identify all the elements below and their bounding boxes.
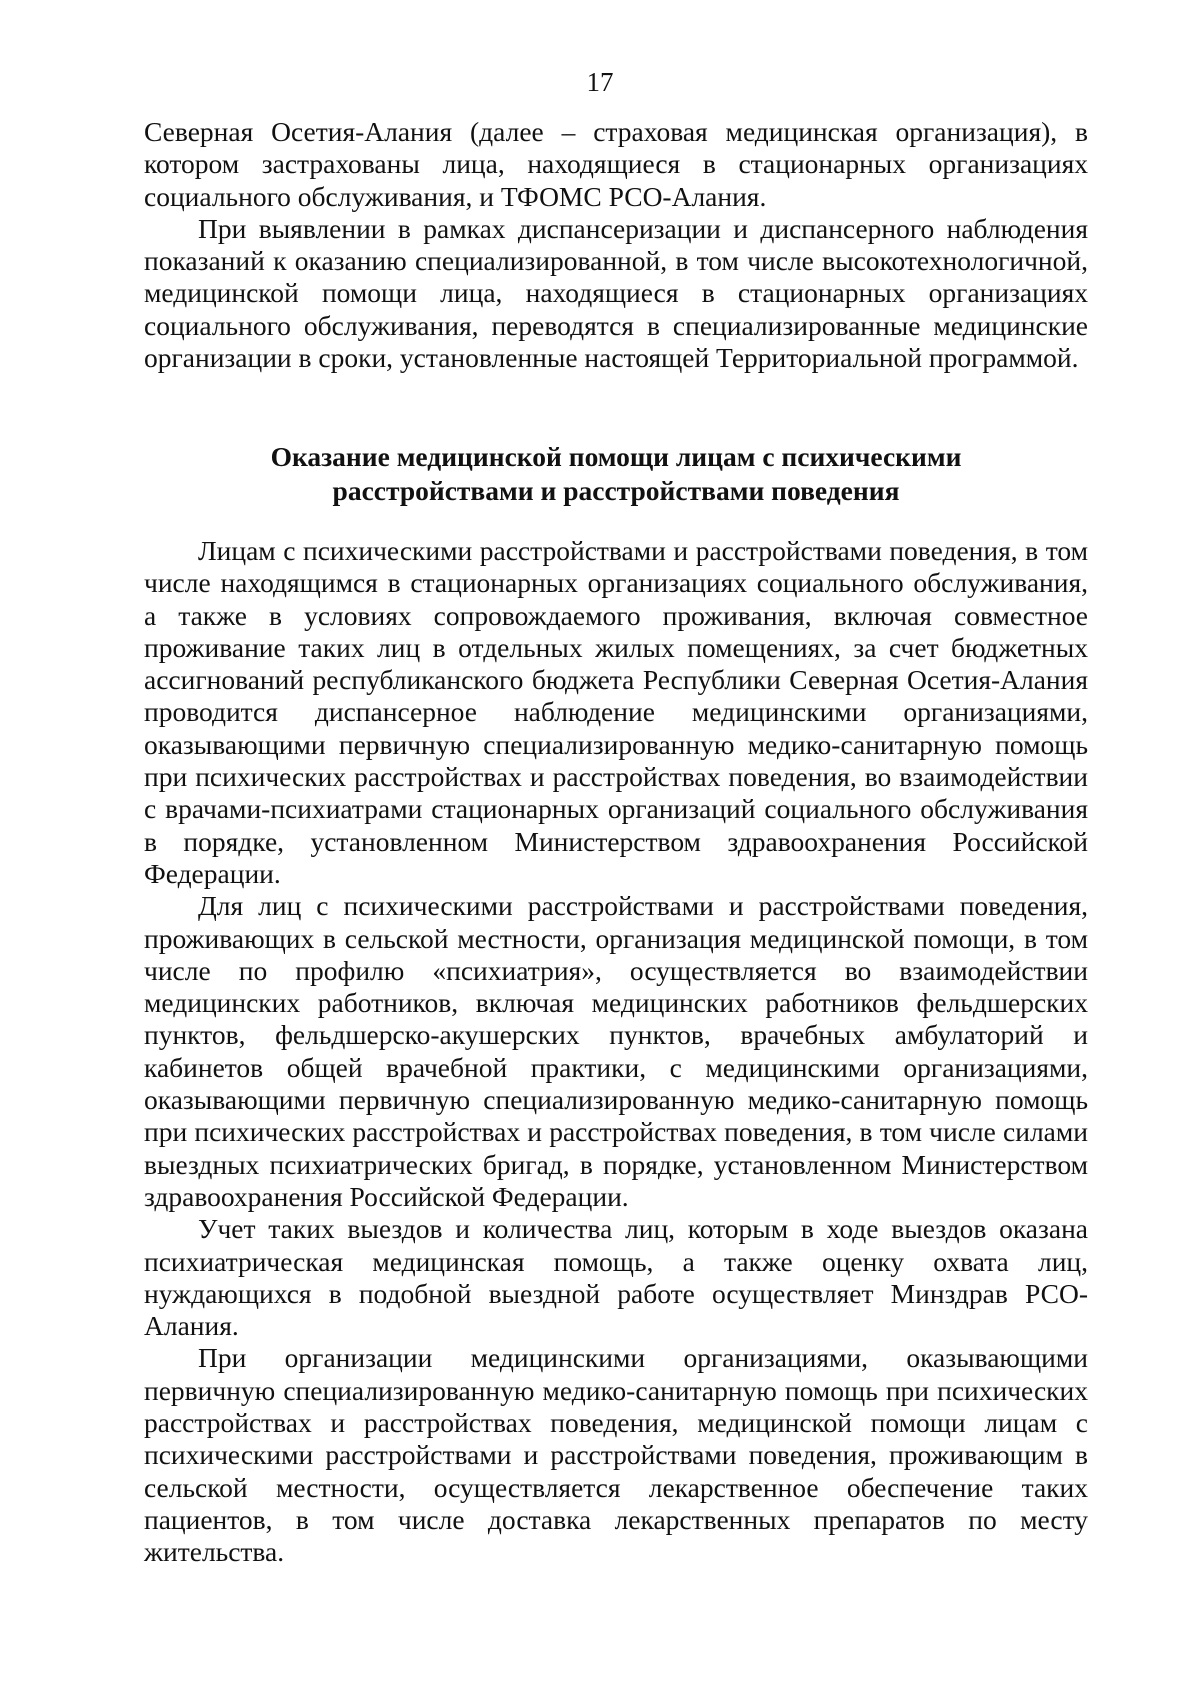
- section-body: [144, 535, 1088, 1569]
- body-paragraph-3: Учет таких выездов и количества лиц, которым в ходе выездов оказана психиатрическая медицинская помощь, а также оценку охвата лиц, нуждающихся в подобной выездной работе осуществляет Минздрав РСО-Алания.: [144, 1213, 1088, 1342]
- body-paragraph-1: Лицам с психическими расстройствами и расстройствами поведения, в том числе находящимся в стационарных организациях социального обслуживания, а также в условиях сопровождаемого проживания, включая совместное проживание таких лиц в отдельных жилых помещениях, за счет бюджетных ассигнований республиканского бюджета Республики Северная Осетия-Алания проводится диспансерное наблюдение медицинскими организациями, оказывающими первичную специализированную медико-санитарную помощь при психических расстройствах и расстройствах поведения, во взаимодействии с врачами-психиатрами стационарных организаций социального обслуживания в порядке, установленном Министерством здравоохранения Российской Федерации.: [144, 535, 1088, 889]
- intro-paragraph: При выявлении в рамках диспансеризации и диспансерного наблюдения показаний к оказанию специализированной, в том числе высокотехнологичной, медицинской помощи лица, находящиеся в стационарных организациях социального обслуживания, переводятся в специализированные медицинские организации в сроки, установленные настоящей Территориальной программой.: [144, 212, 1088, 374]
- intro-text: [144, 116, 1088, 374]
- body-paragraph-4: При организации медицинскими организациями, оказывающими первичную специализированную медико-санитарную помощь при психических расстройствах и расстройствах поведения, медицинской помощи лицам с психическими расстройствами и расстройствами поведения, проживающим в сельской местности, осуществляется лекарственное обеспечение таких пациентов, в том числе доставка лекарственных препаратов по месту жительства.: [144, 1342, 1088, 1568]
- intro-paragraph-continued: Северная Осетия-Алания (далее – страховая медицинская организация), в котором застрахованы лица, находящиеся в стационарных организациях социального обслуживания, и ТФОМС РСО-Алания.: [144, 116, 1088, 212]
- section-heading: [144, 440, 1088, 508]
- page-number: 17: [586, 67, 614, 97]
- section-heading-line-1: Оказание медицинской помощи лицам с психическими: [270, 441, 962, 472]
- section-heading-line-2: расстройствами и расстройствами поведения: [332, 475, 900, 506]
- body-paragraph-2: Для лиц с психическими расстройствами и расстройствами поведения, проживающих в сельской местности, организация медицинской помощи, в том числе по профилю «психиатрия», осуществляется во взаимодействии медицинских работников, включая медицинских работников фельдшерских пунктов, фельдшерско-акушерских пунктов, врачебных амбулаторий и кабинетов общей врачебной практики, с медицинскими организациями, оказывающими первичную специализированную медико-санитарную помощь при психических расстройствах и расстройствах поведения, в том числе силами выездных психиатрических бригад, в порядке, установленном Министерством здравоохранения Российской Федерации.: [144, 890, 1088, 1212]
